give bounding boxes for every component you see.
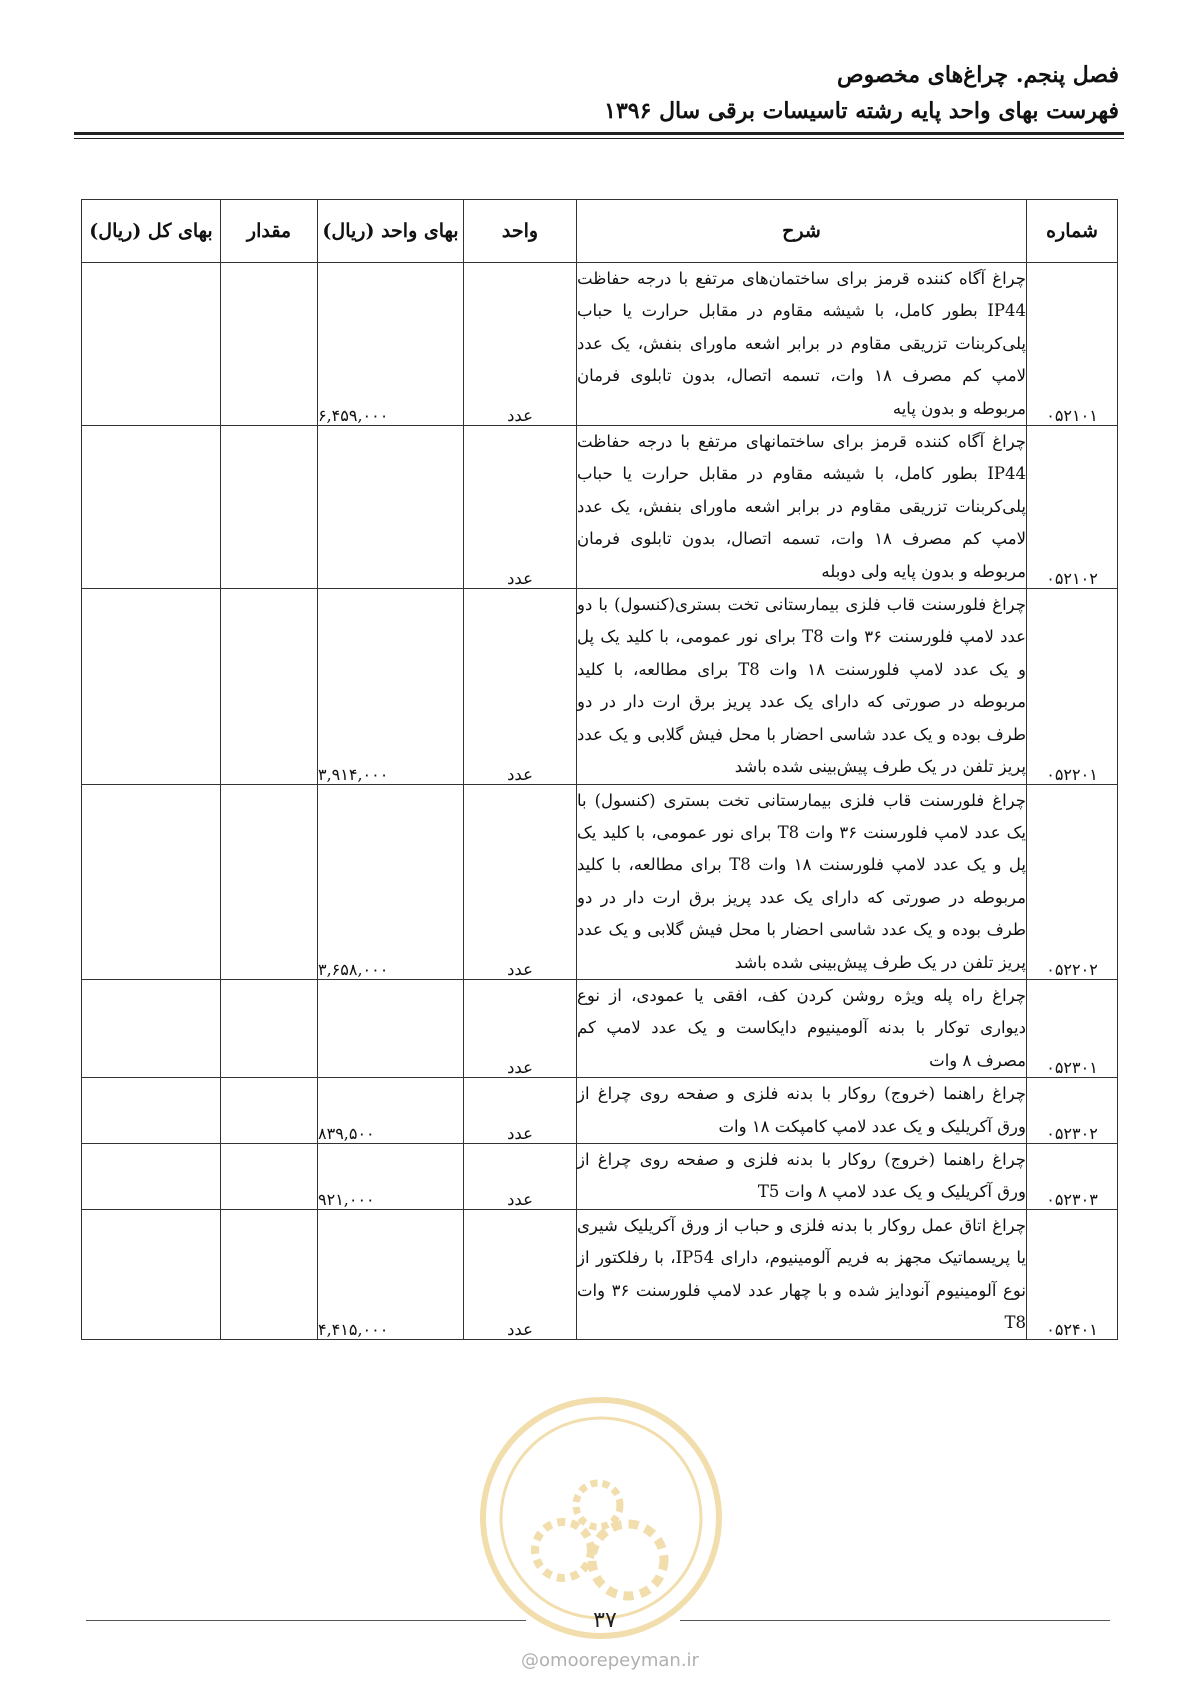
col-header-qty: مقدار (221, 200, 318, 263)
unit-price-cell: ۴,۴۱۵,۰۰۰ (318, 1209, 464, 1340)
desc-cell: چراغ فلورسنت قاب فلزی بیمارستانی تخت بستری (کنسول) با یک عدد لامپ فلورسنت ۳۶ وات T8 برای نور عمومی، با کلید یک پل و یک عدد لامپ فلورسنت ۱۸ وات T8 برای مطالعه، با کلید مربوطه در صورتی که دارای یک عدد پریز برق ارت دار در دو طرف بوده و یک عدد شاسی احضار با محل فیش گلابی و یک عدد پریز تلفن در یک طرف پیش‌بینی شده باشد (577, 784, 1027, 979)
page-number: ۳۷ (593, 1608, 617, 1633)
table-row (82, 784, 1118, 979)
code-cell: ۰۵۲۱۰۱ (1027, 263, 1118, 426)
table-row (82, 263, 1118, 426)
code-cell: ۰۵۲۳۰۳ (1027, 1143, 1118, 1209)
qty-cell (221, 1078, 318, 1144)
desc-cell: چراغ آگاه کننده قرمز برای ساختمان‌های مرتفع با درجه حفاظت IP44 بطور کامل، با شیشه مقاوم در مقابل حرارت یا حباب پلی‌کربنات تزریقی مقاوم در برابر اشعه ماورای بنفش، یک عدد لامپ کم مصرف ۱۸ وات، تسمه اتصال، بدون تابلوی فرمان مربوطه و بدون پایه (577, 263, 1027, 426)
unit-cell: عدد (464, 1143, 577, 1209)
total-cell (82, 263, 221, 426)
qty-cell (221, 784, 318, 979)
price-table (81, 199, 1118, 1340)
unit-price-cell: ۳,۶۵۸,۰۰۰ (318, 784, 464, 979)
qty-cell (221, 1209, 318, 1340)
unit-cell: عدد (464, 1209, 577, 1340)
desc-cell: چراغ آگاه کننده قرمز برای ساختمانهای مرتفع با درجه حفاظت IP44 بطور کامل، با شیشه مقاوم در مقابل حرارت یا حباب پلی‌کربنات تزریقی مقاوم در برابر اشعه ماورای بنفش، یک عدد لامپ کم مصرف ۱۸ وات، تسمه اتصال، بدون تابلوی فرمان مربوطه و بدون پایه ولی دوبله (577, 426, 1027, 589)
unit-price-cell (318, 426, 464, 589)
unit-price-cell: ۹۲۱,۰۰۰ (318, 1143, 464, 1209)
desc-cell: چراغ راهنما (خروج) روکار با بدنه فلزی و صفحه روی چراغ از ورق آکریلیک و یک عدد لامپ ۸ وات T5 (577, 1143, 1027, 1209)
footer-rule-right (680, 1620, 1110, 1621)
col-header-unit-price: بهای واحد (ریال) (318, 200, 464, 263)
unit-cell: عدد (464, 263, 577, 426)
unit-cell: عدد (464, 1078, 577, 1144)
total-cell (82, 784, 221, 979)
col-header-unit: واحد (464, 200, 577, 263)
price-list-title: فهرست بهای واحد پایه رشته تاسیسات برقی سال ۱۳۹۶ (604, 98, 1119, 124)
table-row (82, 1078, 1118, 1144)
total-cell (82, 1078, 221, 1144)
watermark-url: @omoorepeyman.ir (521, 1650, 699, 1671)
unit-cell: عدد (464, 784, 577, 979)
total-cell (82, 1143, 221, 1209)
table-row (82, 589, 1118, 784)
col-header-code: شماره (1027, 200, 1118, 263)
table-row (82, 1143, 1118, 1209)
unit-price-cell: ۶,۴۵۹,۰۰۰ (318, 263, 464, 426)
table-row (82, 979, 1118, 1077)
table-row (82, 1209, 1118, 1340)
code-cell: ۰۵۲۳۰۱ (1027, 979, 1118, 1077)
qty-cell (221, 263, 318, 426)
desc-cell: چراغ راهنما (خروج) روکار با بدنه فلزی و صفحه روی چراغ از ورق آکریلیک و یک عدد لامپ کامپکت ۱۸ وات (577, 1078, 1027, 1144)
footer-rule-left (86, 1620, 526, 1621)
total-cell (82, 979, 221, 1077)
unit-cell: عدد (464, 426, 577, 589)
publisher-stamp-watermark (478, 1395, 724, 1641)
unit-cell: عدد (464, 589, 577, 784)
total-cell (82, 426, 221, 589)
desc-cell: چراغ فلورسنت قاب فلزی بیمارستانی تخت بستری(کنسول) با دو عدد لامپ فلورسنت ۳۶ وات T8 برای نور عمومی، با کلید یک پل و یک عدد لامپ فلورسنت ۱۸ وات T8 برای مطالعه، با کلید مربوطه در صورتی که دارای یک عدد پریز برق ارت دار در دو طرف بوده و یک عدد شاسی احضار با محل فیش گلابی و یک عدد پریز تلفن در یک طرف پیش‌بینی شده باشد (577, 589, 1027, 784)
code-cell: ۰۵۲۲۰۲ (1027, 784, 1118, 979)
header-rule-thin (74, 138, 1124, 139)
qty-cell (221, 589, 318, 784)
total-cell (82, 1209, 221, 1340)
chapter-title: فصل پنجم. چراغ‌های مخصوص (836, 62, 1119, 88)
header-rule (74, 132, 1124, 135)
unit-price-cell: ۳,۹۱۴,۰۰۰ (318, 589, 464, 784)
qty-cell (221, 1143, 318, 1209)
desc-cell: چراغ اتاق عمل روکار با بدنه فلزی و حباب از ورق آکریلیک شیری یا پریسماتیک مجهز به فریم آلومینیوم، دارای IP54، با رفلکتور از نوع آلومینیوم آنودایز شده و با چهار عدد لامپ فلورسنت ۳۶ وات T8 (577, 1209, 1027, 1340)
code-cell: ۰۵۲۴۰۱ (1027, 1209, 1118, 1340)
code-cell: ۰۵۲۲۰۱ (1027, 589, 1118, 784)
unit-price-cell (318, 979, 464, 1077)
table-row (82, 426, 1118, 589)
total-cell (82, 589, 221, 784)
qty-cell (221, 979, 318, 1077)
code-cell: ۰۵۲۳۰۲ (1027, 1078, 1118, 1144)
unit-cell: عدد (464, 979, 577, 1077)
unit-price-cell: ۸۳۹,۵۰۰ (318, 1078, 464, 1144)
col-header-total: بهای کل (ریال) (82, 200, 221, 263)
col-header-desc: شرح (577, 200, 1027, 263)
qty-cell (221, 426, 318, 589)
table-header-row (82, 200, 1118, 263)
desc-cell: چراغ راه پله ویژه روشن کردن کف، افقی یا عمودی، از نوع دیواری توکار با بدنه آلومینیوم دایکاست و یک عدد لامپ کم مصرف ۸ وات (577, 979, 1027, 1077)
code-cell: ۰۵۲۱۰۲ (1027, 426, 1118, 589)
